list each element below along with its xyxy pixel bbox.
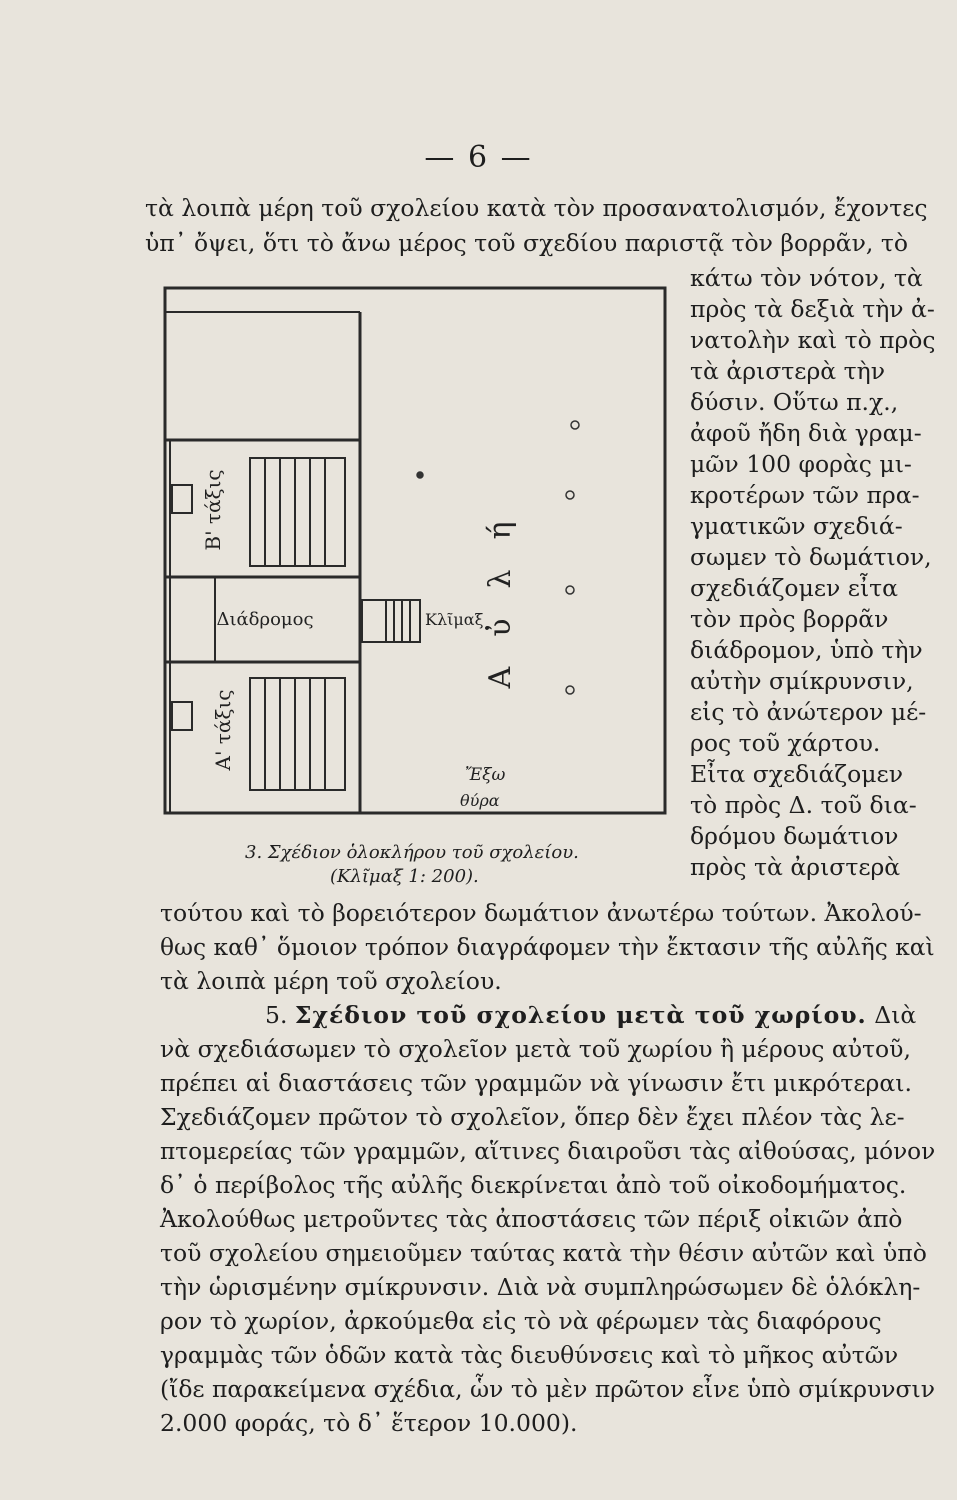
text-line: ρον τὸ χωρίον, ἀρκούμεθα εἰς τὸ νὰ φέρωμεν τὰς διαφόρους	[160, 1307, 882, 1335]
side-text-line: δύσιν. Οὕτω π.χ.,	[690, 388, 899, 416]
side-text-line: νατολὴν καὶ τὸ πρὸς	[690, 326, 936, 354]
staircase	[362, 600, 420, 642]
text-line: πτομερείας τῶν γραμμῶν, αἵτινες διαιροῦσι τὰς αἰθούσας, μόνον	[160, 1137, 936, 1165]
text-line: ὑπ᾽ ὄψει, ὅτι τὸ ἄνω μέρος τοῦ σχεδίου παριστᾷ τὸν βορρᾶν, τὸ	[145, 229, 909, 257]
school-floor-plan	[160, 280, 670, 820]
text-line: θως καθ᾽ ὅμοιον τρόπον διαγράφομεν τὴν ἔκτασιν τῆς αὐλῆς καὶ	[160, 933, 935, 961]
side-text-line: Εἶτα σχεδιάζομεν	[690, 760, 904, 788]
text-line: τὴν ὡρισμένην σμίκρυνσιν. Διὰ νὰ συμπληρώσωμεν δὲ ὁλόκλη-	[160, 1273, 921, 1301]
text-line: τὰ λοιπὰ μέρη τοῦ σχολείου κατὰ τὸν προσανατολισμόν, ἔχοντες	[145, 194, 928, 222]
a-class-desks	[172, 678, 345, 790]
side-text-line: τὸ πρὸς Δ. τοῦ δια-	[690, 791, 917, 819]
a-class-label: Α' τάξις	[211, 689, 235, 771]
side-text-line: πρὸς τὰ δεξιὰ τὴν ἀ-	[690, 295, 935, 323]
side-text-line: αὐτὴν σμίκρυνσιν,	[690, 667, 914, 695]
side-text-line: τὸν πρὸς βορρᾶν	[690, 605, 889, 633]
text-line: Ἀκολούθως μετροῦντες τὰς ἀποστάσεις τῶν πέριξ οἰκιῶν ἀπὸ	[160, 1205, 903, 1233]
figure-caption: 3. Σχέδιον ὁλοκλήρου τοῦ σχολείου.	[245, 842, 579, 863]
figure-caption-scale: (Κλῖμαξ 1: 200).	[330, 866, 479, 887]
exit-label: Ἔξω	[465, 765, 506, 785]
side-text-line: διάδρομον, ὑπὸ τὴν	[690, 636, 923, 664]
b-class-label: Β' τάξις	[201, 469, 225, 551]
side-text-line: δρόμου δωμάτιον	[690, 822, 899, 850]
section-heading-line	[265, 1000, 916, 1030]
section-heading: Σχέδιον τοῦ σχολείου μετὰ τοῦ χωρίου.	[294, 1001, 867, 1029]
side-text-line: ρος τοῦ χάρτου.	[690, 729, 881, 757]
text-line: τοῦ σχολείου σημειοῦμεν ταύτας κατὰ τὴν θέσιν αὐτῶν καὶ ὑπὸ	[160, 1239, 927, 1267]
side-text-line: γματικῶν σχεδιά-	[690, 512, 903, 540]
text-line: Σχεδιάζομεν πρῶτον τὸ σχολεῖον, ὅπερ δὲν ἔχει πλέον τὰς λε-	[160, 1103, 905, 1131]
side-text-line: ἀφοῦ ἤδη διὰ γραμ-	[690, 419, 922, 447]
text-line: τὰ λοιπὰ μέρη τοῦ σχολείου.	[160, 967, 502, 995]
text-line: νὰ σχεδιάσωμεν τὸ σχολεῖον μετὰ τοῦ χωρίου ἢ μέρους αὐτοῦ,	[160, 1035, 911, 1063]
courtyard-label: Αὐλή	[483, 491, 518, 689]
text-line: πρέπει αἱ διαστάσεις τῶν γραμμῶν νὰ γίνωσιν ἔτι μικρότεραι.	[160, 1069, 912, 1097]
b-class-desks	[172, 458, 345, 566]
exit-label: θύρα	[460, 791, 500, 810]
side-text-line: μῶν 100 φορὰς μι-	[690, 450, 912, 478]
text-line: τούτου καὶ τὸ βορειότερον δωμάτιον ἀνωτέρω τούτων. Ἀκολού-	[160, 899, 922, 927]
text-line: 2.000 φοράς, τὸ δ᾽ ἕτερον 10.000).	[160, 1409, 578, 1437]
page-number: — 6 —	[424, 140, 533, 175]
side-text-line: σχεδιάζομεν εἶτα	[690, 574, 899, 602]
text-line: (ἴδε παρακείμενα σχέδια, ὧν τὸ μὲν πρῶτον εἶνε ὑπὸ σμίκρυνσιν	[160, 1375, 935, 1403]
plan-walls	[165, 288, 665, 813]
text-line: δ᾽ ὁ περίβολος τῆς αὐλῆς διεκρίνεται ἀπὸ τοῦ οἰκοδομήματος.	[160, 1171, 907, 1199]
side-text-line: σωμεν τὸ δωμάτιον,	[690, 543, 932, 571]
section-number: 5.	[265, 1001, 288, 1029]
side-text-line: εἰς τὸ ἀνώτερον μέ-	[690, 698, 927, 726]
corridor-label: Διάδρομος	[216, 609, 314, 630]
side-text-line: κροτέρων τῶν πρα-	[690, 481, 920, 509]
stairs-label: Κλῖμαξ	[425, 610, 484, 629]
side-text-line: πρὸς τὰ ἀριστερὰ	[690, 853, 901, 881]
side-text-line: κάτω τὸν νότον, τὰ	[690, 264, 923, 292]
text-line: γραμμὰς τῶν ὁδῶν κατὰ τὰς διευθύνσεις καὶ τὸ μῆκος αὐτῶν	[160, 1341, 899, 1369]
side-text-line: τὰ ἀριστερὰ τὴν	[690, 357, 885, 385]
section-first-words: Διὰ	[874, 1001, 917, 1029]
